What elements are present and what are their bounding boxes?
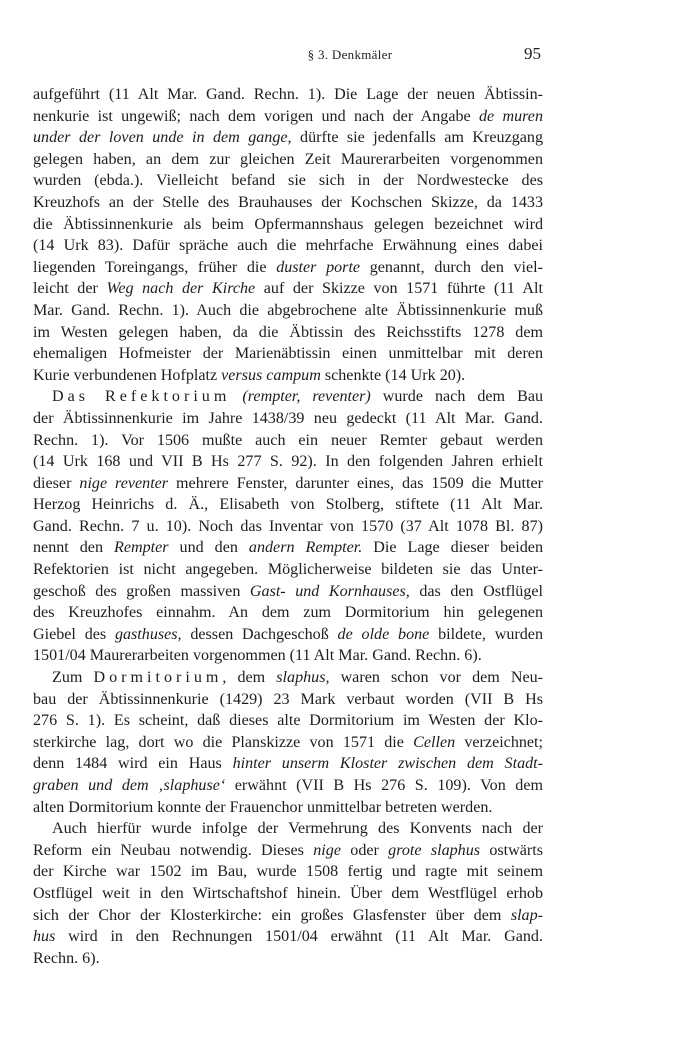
text-span: (14 Urk 83). Dafür spräche auch die mehrfache Erwähnung eines dabei (33, 237, 543, 255)
text-span: Zum (52, 669, 94, 687)
text-span: sterkirche lag, dort wo die Planskizze von 1571 die (33, 733, 414, 751)
body-text (33, 84, 543, 969)
text-line (33, 905, 543, 927)
text-span: Mar. Gand. Rechn. 1). Auch die abgebrochene alte Äbtissinnenkurie muß (33, 301, 543, 319)
italic-text: andern Rempter. (248, 539, 363, 557)
text-line (33, 214, 543, 236)
text-span: Rechn. 6). (33, 949, 100, 967)
text-span: Gand. Rechn. 7 u. 10). Noch das Inventar von 1570 (37 Alt 1078 Bl. 87) (33, 517, 543, 535)
italic-text: gasthuses, (114, 625, 182, 643)
text-line (33, 149, 543, 171)
italic-text: Cellen (413, 733, 456, 751)
text-line (33, 624, 543, 646)
text-line (33, 494, 543, 516)
text-span: leicht der (33, 280, 107, 298)
text-span: Auch hierfür wurde infolge der Vermehrung des Konvents nach der (52, 820, 543, 838)
text-span: Rechn. 1). Vor 1506 mußte auch ein neuer Remter gebaut werden (33, 431, 543, 449)
text-line (33, 602, 543, 624)
italic-text: slap- (510, 906, 543, 924)
text-line (33, 386, 543, 408)
text-line (33, 753, 543, 775)
text-span: im Westen gelegen haben, da die Äbtissin des Reichsstifts 1278 dem (33, 323, 543, 341)
italic-text: nige reventer (79, 474, 169, 492)
page-number: 95 (524, 44, 541, 63)
text-span: waren schon vor dem Neu- (329, 669, 544, 687)
text-line (33, 430, 543, 452)
italic-text: duster porte (276, 258, 361, 276)
text-span: ehemaligen Hofmeister der Marienäbtissin einen unmittelbar mit deren (33, 345, 543, 363)
text-span: geschoß des großen massiven (33, 582, 250, 600)
text-span: der Kirche war 1502 im Bau, wurde 1508 fertig und ragte mit seinem (33, 863, 543, 881)
text-line (33, 192, 543, 214)
text-span: (14 Urk 168 und VII B Hs 277 S. 92). In den folgenden Jahren erhielt (33, 453, 543, 471)
text-span: genannt, durch den viel- (360, 258, 544, 276)
text-line (33, 818, 543, 840)
text-line (33, 343, 543, 365)
text-line (33, 235, 543, 257)
text-span: aufgeführt (11 Alt Mar. Gand. Rechn. 1). Die Lage der neuen Äbtissin- (33, 86, 543, 103)
text-span: erwähnt (VII B Hs 276 S. 109). Von dem (225, 777, 543, 794)
text-span: der Äbtissinnenkurie im Jahre 1438/39 neu gedeckt (11 Alt Mar. Gand. (33, 409, 543, 427)
text-line (33, 797, 543, 819)
text-span: dieser (33, 474, 80, 492)
text-span: schenkte (14 Urk 20). (320, 366, 466, 384)
text-span: oder (340, 841, 389, 859)
italic-text: slaphus, (276, 669, 330, 687)
text-span: des Kreuzhofes einnahm. An dem zum Dormitorium hin gelegenen (33, 604, 543, 622)
text-span: denn 1484 wird ein Haus (33, 755, 233, 773)
text-span: Herzog Heinrichs d. Ä., Elisabeth von Stolberg, stiftete (11 Alt Mar. (33, 496, 543, 514)
text-span: Giebel des (33, 625, 115, 643)
text-line (33, 408, 543, 430)
text-line (33, 861, 543, 883)
spaced-heading-text: Das Refektorium (52, 388, 231, 406)
italic-text: nige (313, 841, 341, 859)
text-span: Refektorien ist nicht angegeben. Möglicherweise bildeten sie das Unter- (33, 561, 543, 579)
text-line (33, 300, 543, 322)
italic-text: hus (33, 928, 56, 946)
text-span: , dem (222, 669, 277, 687)
text-line (33, 645, 543, 667)
italic-text: hinter unserm Kloster zwischen dem Stadt- (232, 755, 543, 773)
text-span: dessen Dachgeschoß (181, 625, 338, 643)
italic-text: versus campum (221, 366, 321, 384)
text-line (33, 322, 543, 344)
text-line (33, 516, 543, 538)
italic-text: Weg nach der Kirche (106, 280, 256, 298)
text-line (33, 106, 543, 128)
text-span: wird in den Rechnungen 1501/04 erwähnt (11 Alt Mar. Gand. (55, 928, 543, 946)
italic-text: Gast- und Kornhauses, (249, 582, 410, 600)
text-span: alten Dormitorium konnte der Frauenchor unmittelbar betreten werden. (33, 798, 493, 816)
text-line (33, 170, 543, 192)
italic-text: grote slaphus (388, 841, 481, 859)
text-span: Ostflügel weit in den Wirtschaftshof hinein. Über dem Westflügel erhob (33, 884, 543, 902)
italic-text: under der loven unde in dem gange, (33, 129, 292, 147)
text-line (33, 365, 543, 387)
text-line (33, 581, 543, 603)
text-span: mehrere Fenster, darunter eines, das 1509 die Mutter (168, 474, 543, 492)
text-span: das den Ostflügel (409, 582, 543, 600)
text-line (33, 84, 543, 106)
text-span: wurde nach dem Bau (370, 388, 544, 406)
text-span: dürfte sie jedenfalls am Kreuzgang (291, 129, 543, 147)
text-span: Reform ein Neubau notwendig. Dieses (33, 841, 314, 859)
text-span: liegenden Toreingangs, früher die (33, 258, 277, 276)
text-line (33, 926, 543, 948)
text-line (33, 775, 543, 797)
text-span (230, 388, 242, 405)
text-span: 1501/04 Maurerarbeiten vorgenommen (11 Alt Mar. Gand. Rechn. 6). (33, 647, 482, 665)
italic-text: graben und dem ‚slaphuse‘ (33, 777, 226, 794)
text-line (33, 948, 543, 970)
spaced-heading-text: Dormitorium (93, 669, 223, 687)
text-span: gelegen haben, an dem zur gleichen Zeit Maurerarbeiten vorgenommen (33, 150, 543, 168)
text-span: bau der Äbtissinnenkurie (1429) 23 Mark verbaut worden (VII B Hs (33, 690, 543, 708)
text-span: verzeichnet; (455, 733, 544, 751)
text-line (33, 883, 543, 905)
text-span: ostwärts (480, 841, 543, 859)
italic-text: (rempter, reventer) (242, 388, 371, 406)
text-span: 276 S. 1). Es scheint, daß dieses alte Dormitorium im Westen der Klo- (33, 712, 543, 730)
text-span: und den (168, 539, 249, 557)
text-span: bildete, wurden (429, 625, 543, 643)
text-line (33, 710, 543, 732)
text-line (33, 667, 543, 689)
text-span: Kreuzhofs an der Stelle des Brauhauses der Kochschen Skizze, da 1433 (33, 193, 543, 211)
text-line (33, 278, 543, 300)
text-span: auf der Skizze von 1571 führte (11 Alt (255, 280, 544, 298)
text-line (33, 732, 543, 754)
section-title: § 3. Denkmäler (307, 47, 393, 62)
text-line (33, 257, 543, 279)
text-span: die Äbtissinnenkurie als beim Opfermannshaus gelegen bezeichnet wird (33, 215, 543, 233)
text-span: wurden (ebda.). Vielleicht befand sie sich in der Nordwestecke des (33, 172, 543, 190)
italic-text: Rempter (114, 539, 169, 557)
text-line (33, 537, 543, 559)
text-line (33, 840, 543, 862)
italic-text: de muren (478, 107, 543, 125)
text-span: nenkurie ist ungewiß; nach dem vorigen und nach der Angabe (33, 107, 479, 125)
text-line (33, 689, 543, 711)
text-span: nennt den (33, 539, 114, 557)
text-line (33, 127, 543, 149)
italic-text: de olde bone (337, 625, 430, 643)
running-head (0, 44, 700, 66)
text-span: Kurie verbundenen Hofplatz (33, 366, 222, 384)
text-line (33, 451, 543, 473)
text-line (33, 473, 543, 495)
text-line (33, 559, 543, 581)
text-span: sich der Chor der Klosterkirche: ein großes Glasfenster über dem (33, 906, 511, 924)
text-span: Die Lage dieser beiden (362, 539, 543, 557)
